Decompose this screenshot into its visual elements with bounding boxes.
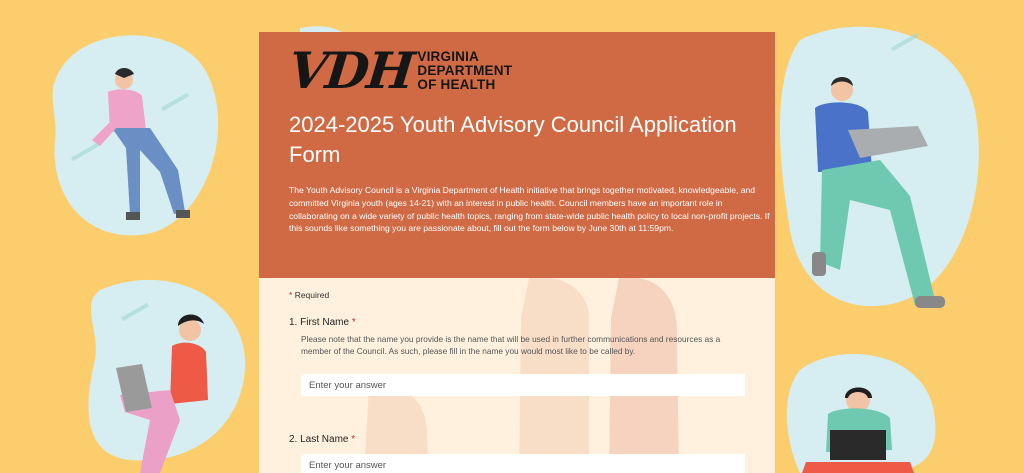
required-star: *: [351, 434, 356, 445]
required-star: *: [289, 290, 293, 300]
form-header: [259, 32, 775, 278]
question-title: [289, 317, 745, 328]
required-label: Required: [294, 290, 330, 300]
form-body: [259, 278, 775, 473]
logo-words: [417, 50, 512, 92]
question-label: Last Name: [300, 434, 349, 445]
question-help-text: Please note that the name you provide is the name that will be used in further communications and resources as a member of the Council. As such, please fill in the name you would most like to be called by.: [301, 334, 721, 356]
form-description: The Youth Advisory Council is a Virginia Department of Health initiative that brings together motivated, knowledgeable, and committed Virginia youth (ages 14-21) with an interest in public health. Council members have an important role in collaborating on a wide variety of public health topics, ranging from state-wide public health policy to local non-profit projects. If this sounds like something you are passionate about, fill out the form below by June 30th at 11:59pm.: [289, 185, 770, 234]
logo-line-1: VIRGINIA: [417, 49, 480, 64]
question-title: [289, 434, 745, 445]
question-last-name: [289, 434, 745, 473]
required-star: *: [351, 317, 356, 328]
question-label: First Name: [300, 317, 350, 328]
logo-mark: VDH: [285, 41, 416, 100]
last-name-input[interactable]: [301, 454, 745, 473]
form-title: 2024-2025 Youth Advisory Council Application Form: [289, 112, 737, 167]
required-note: [289, 290, 745, 300]
vdh-logo: [285, 41, 745, 100]
question-number: 1.: [289, 317, 298, 328]
question-number: 2.: [289, 434, 298, 445]
form-card: [259, 32, 775, 473]
logo-line-3: OF HEALTH: [417, 77, 496, 92]
first-name-input[interactable]: [301, 374, 745, 396]
logo-line-2: DEPARTMENT: [417, 63, 513, 78]
question-first-name: [289, 317, 745, 396]
